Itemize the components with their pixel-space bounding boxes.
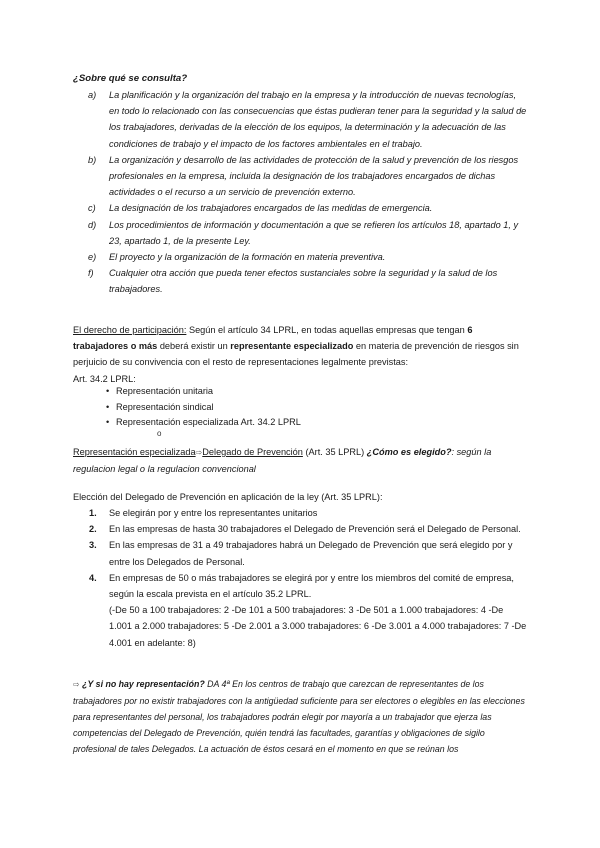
bold-question: ¿Y si no hay representación? <box>82 679 205 689</box>
paragraph-text: DA 4ª En los centros de trabajo que carezcan de representantes de los trabajadores por no existir trabajadores con la antigüedad suficiente para ser electores o elegibles en las elecciones para representantes del personal, los trabajadores podrán elegir por mayoría a un trabajador que ejerza las competencias del Delegado de Prevención, quién tendrá las facultades, garantías y obligaciones de sigilo profesional de tales Delegados. La actuación de éstos cesará en el momento en que se reúnan los <box>73 679 525 755</box>
list-marker: 1. <box>89 508 97 518</box>
consult-title: ¿Sobre qué se consulta? <box>73 73 188 84</box>
bold-italic-text: ¿Cómo es elegido? <box>366 447 452 457</box>
participation-paragraph <box>73 322 528 387</box>
paragraph-text: deberá existir un <box>157 341 231 352</box>
list-item <box>73 200 528 216</box>
bold-text: 6 trabajadores o más <box>73 325 473 352</box>
list-item-text: Cualquier otra acción que pueda tener efectos sustanciales sobre la seguridad y la salud de los trabajadores. <box>109 268 498 295</box>
italic-text: : según la regulacion legal o la regulacion convencional <box>73 447 492 475</box>
list-item-text: En las empresas de 31 a 49 trabajadores habrá un Delegado de Prevención que será elegido por y entre los Delegados de Personal. <box>109 540 513 567</box>
list-item <box>73 87 528 152</box>
list-item <box>73 152 528 201</box>
list-marker: f) <box>88 268 94 279</box>
election-list <box>73 505 528 651</box>
list-marker: c) <box>88 203 96 214</box>
underlined-text: Delegado de Prevención <box>202 447 303 457</box>
article-reference: Art. 34.2 LPRL: <box>73 373 136 384</box>
list-marker: d) <box>88 219 97 230</box>
bold-text: representante especializado <box>230 341 354 352</box>
list-marker: 4. <box>89 572 97 583</box>
list-item-text: La planificación y la organización del trabajo en la empresa y la introducción de nuevas tecnologías, en todo lo relacionado con las consecuencias que éstas pudieran tener para la seguridad y la salud de los trabajadores, derivadas de la elección de los equipos, la determinación y la adecuación de las condiciones de trabajo y el impacto de los factores ambientales en el trabajo. <box>109 90 527 149</box>
list-item <box>73 505 528 521</box>
list-item <box>73 537 528 569</box>
list-marker: 3. <box>89 540 97 551</box>
list-item <box>73 570 528 651</box>
list-item <box>73 265 528 297</box>
list-item-text: La organización y desarrollo de las actividades de protección de la salud y prevención de los riesgos profesionales en la empresa, incluida la designación de los trabajadores encargados de dichas actividades o el recurso a un servicio de prevención externo. <box>109 154 519 198</box>
scale-text: (-De 50 a 100 trabajadores: 2 -De 101 a 500 trabajadores: 3 -De 501 a 1.000 trabajadores: 4 -De 1.001 a 2.000 trabajadores: 5 -De 2.001 a 3.000 trabajadores: 6 -De 3.001 a 4.000 trabajadores: 7 -De 4.001 en adelante: 8) <box>109 605 527 648</box>
arrow-icon: ⇨ <box>73 680 80 689</box>
empty-sub-bullet: o <box>157 429 162 438</box>
paragraph-text: Según el artículo 34 LPRL, en todas aquellas empresas que tengan <box>186 325 468 335</box>
list-item <box>73 217 528 249</box>
participation-heading: El derecho de participación: <box>73 325 187 335</box>
list-item <box>73 249 528 265</box>
list-marker: e) <box>88 252 97 263</box>
list-item-text: Se elegirán por y entre los representantes unitarios <box>109 508 318 518</box>
list-marker: 2. <box>89 524 97 535</box>
representation-list <box>106 384 301 431</box>
list-item-text: En las empresas de hasta 30 trabajadores el Delegado de Prevención será el Delegado de Personal. <box>109 524 521 535</box>
list-marker: a) <box>88 90 97 100</box>
specialized-paragraph <box>73 444 528 477</box>
list-item: • Representación especializada Art. 34.2 LPRL <box>106 415 301 431</box>
list-item: • Representación unitaria <box>106 384 301 400</box>
list-item <box>73 521 528 537</box>
consult-list <box>73 87 528 298</box>
paragraph-text: (Art. 35 LPRL) <box>302 447 367 457</box>
list-item-text: La designación de los trabajadores encargados de las medidas de emergencia. <box>109 203 433 214</box>
list-item-text: En empresas de 50 o más trabajadores se elegirá por y entre los miembros del comité de empresa, según la escala prevista en el artículo 35.2 LPRL. <box>109 572 514 600</box>
election-heading: Elección del Delegado de Prevención en aplicación de la ley (Art. 35 LPRL): <box>73 492 383 502</box>
arrow-icon: ⇨ <box>195 448 203 457</box>
list-marker: b) <box>88 154 97 165</box>
list-item-text: Los procedimientos de información y documentación a que se refieren los artículos 18, apartado 1, y 23, apartado 1, de la presente Ley. <box>109 219 519 246</box>
paragraph-text: en materia de prevención de riesgos sin perjuicio de su convivencia con el resto de representaciones legalmente previstas: <box>73 341 519 368</box>
no-representation-paragraph <box>73 676 528 757</box>
list-item-text: El proyecto y la organización de la formación en materia preventiva. <box>109 252 386 263</box>
underlined-text: Representación especializada <box>73 447 196 457</box>
list-item: • Representación sindical <box>106 400 301 416</box>
